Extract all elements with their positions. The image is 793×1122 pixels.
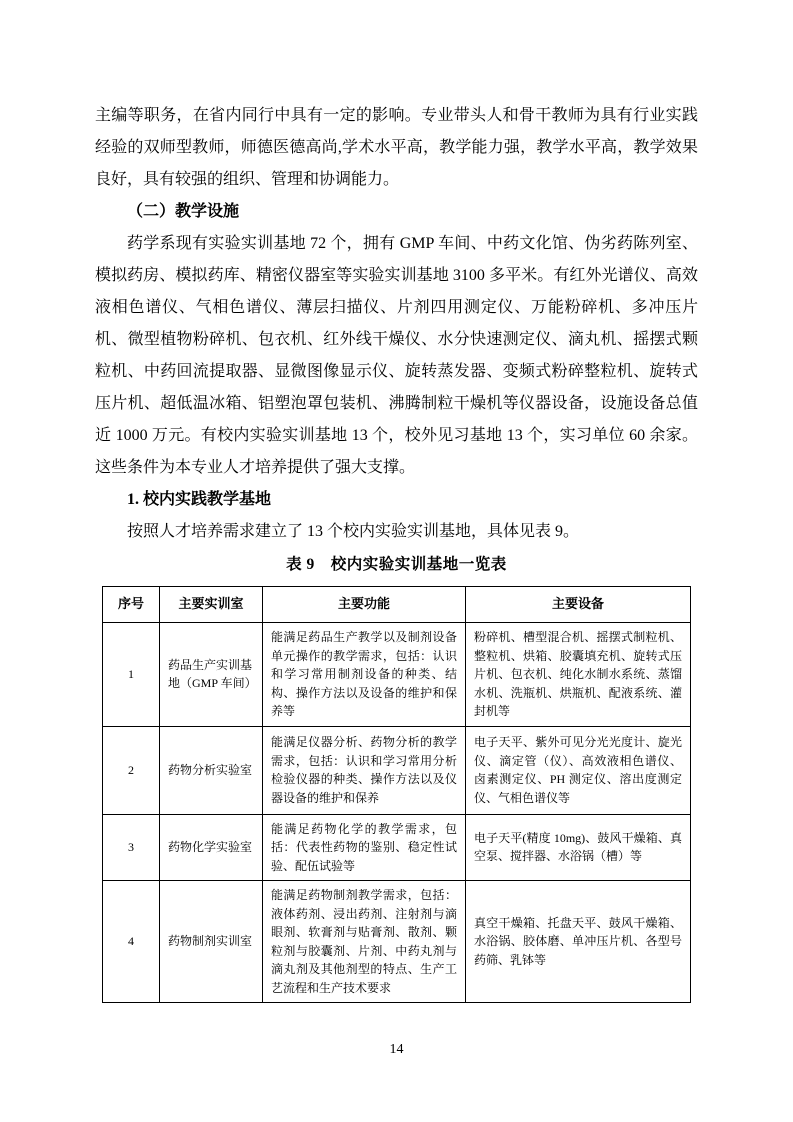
column-header-room: 主要实训室 bbox=[160, 587, 263, 623]
cell-room: 药物分析实验室 bbox=[160, 726, 263, 814]
cell-function: 能满足药物制剂教学需求，包括：液体药剂、浸出药剂、注射剂与滴眼剂、软膏剂与贴膏剂、散剂、颗粒剂与胶囊剂、片剂、中药丸剂与滴丸剂及其他剂型的特点、生产工艺流程和生产技术要求 bbox=[263, 881, 466, 1003]
cell-room: 药物制剂实训室 bbox=[160, 881, 263, 1003]
column-header-equipment: 主要设备 bbox=[466, 587, 691, 623]
table-row bbox=[103, 814, 691, 881]
column-header-function: 主要功能 bbox=[263, 587, 466, 623]
page-number: 14 bbox=[389, 1042, 404, 1057]
cell-no: 1 bbox=[103, 623, 160, 727]
section-heading-teaching-facilities: （二）教学设施 bbox=[127, 203, 240, 220]
document-body bbox=[95, 100, 698, 1003]
table-header-row bbox=[103, 587, 691, 623]
table-row bbox=[103, 881, 691, 1003]
cell-equipment: 电子天平、紫外可见分光光度计、旋光仪、滴定管（仪）、高效液相色谱仪、卤素测定仪、PH 测定仪、溶出度测定仪、气相色谱仪等 bbox=[466, 726, 691, 814]
cell-no: 4 bbox=[103, 881, 160, 1003]
cell-equipment: 真空干燥箱、托盘天平、鼓风干燥箱、水浴锅、胶体磨、单冲压片机、各型号药筛、乳钵等 bbox=[466, 881, 691, 1003]
subsection-heading-campus-practice-bases: 1. 校内实践教学基地 bbox=[127, 491, 272, 508]
cell-no: 3 bbox=[103, 814, 160, 881]
cell-function: 能满足药品生产教学以及制剂设备单元操作的教学需求，包括：认识和学习常用制剂设备的种类、结构、操作方法以及设备的维护和保养等 bbox=[263, 623, 466, 727]
cell-room: 药物化学实验室 bbox=[160, 814, 263, 881]
cell-room: 药品生产实训基地（GMP 车间） bbox=[160, 623, 263, 727]
column-header-no: 序号 bbox=[103, 587, 160, 623]
paragraph-facilities-overview: 药学系现有实验实训基地 72 个，拥有 GMP 车间、中药文化馆、伪劣药陈列室、模拟药房、模拟药库、精密仪器室等实验实训基地 3100 多平米。有红外光谱仪、高效液相色谱仪、气相色谱仪、薄层扫描仪、片剂四用测定仪、万能粉碎机、多冲压片机、微型植物粉碎机、包衣机、红外线干燥仪、水分快速测定仪、滴丸机、摇摆式颗粒机、中药回流提取器、显微图像显示仪、旋转蒸发器、变频式粉碎整粒机、旋转式压片机、超低温冰箱、铝塑泡罩包装机、沸腾制粒干燥机等仪器设备，设施设备总值近 1000 万元。有校内实验实训基地 13 个，校外见习基地 13 个，实习单位 60 余家。这些条件为本专业人才培养提供了强大支撑。 bbox=[95, 235, 698, 476]
paragraph-bases-intro: 按照人才培养需求建立了 13 个校内实验实训基地，具体见表 9。 bbox=[127, 523, 580, 540]
cell-equipment: 电子天平(精度 10mg)、鼓风干燥箱、真空泵、搅拌器、水浴锅（槽）等 bbox=[466, 814, 691, 881]
table-row bbox=[103, 726, 691, 814]
table-title: 表 9 校内实验实训基地一览表 bbox=[286, 556, 507, 573]
cell-equipment: 粉碎机、槽型混合机、摇摆式制粒机、整粒机、烘箱、胶囊填充机、旋转式压片机、包衣机、纯化水制水系统、蒸馏水机、洗瓶机、烘瓶机、配液系统、灌封机等 bbox=[466, 623, 691, 727]
training-bases-table bbox=[102, 586, 691, 1003]
table-row bbox=[103, 623, 691, 727]
cell-no: 2 bbox=[103, 726, 160, 814]
cell-function: 能满足仪器分析、药物分析的教学需求，包括：认识和学习常用分析检验仪器的种类、操作方法以及仪器设备的维护和保养 bbox=[263, 726, 466, 814]
paragraph-teachers-continuation: 主编等职务，在省内同行中具有一定的影响。专业带头人和骨干教师为具有行业实践经验的双师型教师，师德医德高尚,学术水平高，教学能力强，教学水平高，教学效果良好，具有较强的组织、管理和协调能力。 bbox=[95, 107, 698, 188]
cell-function: 能满足药物化学的教学需求，包括：代表性药物的鉴别、稳定性试验、配伍试验等 bbox=[263, 814, 466, 881]
